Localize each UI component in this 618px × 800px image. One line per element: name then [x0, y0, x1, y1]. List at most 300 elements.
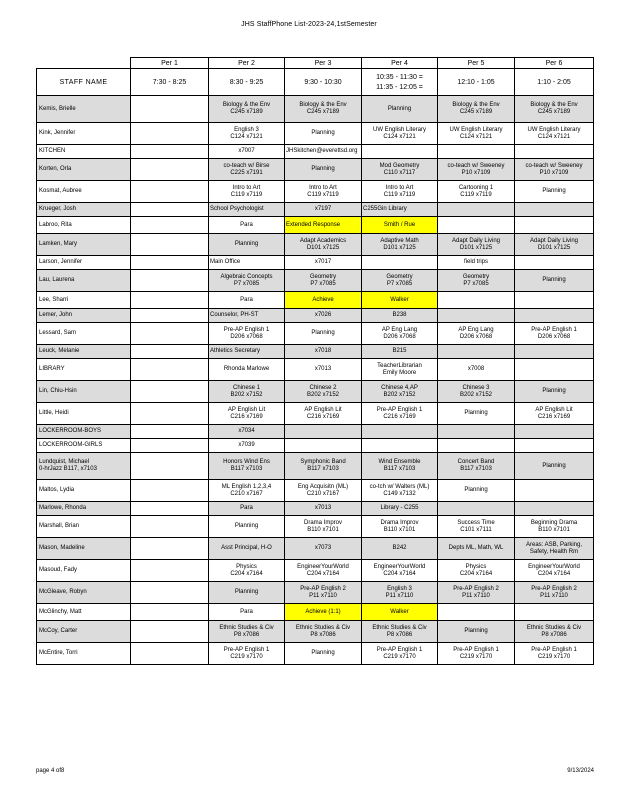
period-cell	[362, 538, 438, 560]
cell-text: B242	[392, 545, 407, 551]
cell-text: Cartooning 1	[458, 184, 494, 191]
cell-text: Intro to Art	[232, 184, 261, 191]
cell-text: Mod Geometry	[379, 162, 420, 169]
period-cell	[438, 453, 515, 480]
period-cell	[438, 323, 515, 345]
period-cell	[362, 123, 438, 145]
staff-row	[37, 381, 594, 403]
cell-text: B117 x7103	[307, 466, 339, 472]
staff-row	[37, 203, 594, 217]
cell-text: C245 x7189	[459, 109, 493, 115]
staff-name	[37, 145, 131, 159]
cell-text: C219 x7170	[537, 653, 571, 660]
cell-text: C204 x7164	[230, 570, 263, 577]
staff-name	[37, 270, 131, 292]
staff-name-text: KITCHEN	[39, 148, 66, 154]
cell-text: B117 x7103	[383, 466, 416, 472]
cell-text: Intro to Art	[309, 184, 337, 191]
cell-text: Planning	[542, 388, 566, 394]
staff-name-text: 0-hrJazz B117, x7103	[39, 466, 97, 472]
period-cell	[515, 96, 594, 123]
cell-text: B202 x7152	[383, 391, 416, 398]
cell-text: AP English Lit	[227, 406, 266, 413]
cell-text: D101 x7125	[459, 244, 493, 251]
staff-name-text: Lessard, Sam	[39, 330, 77, 336]
period-cell	[285, 403, 362, 425]
staff-name	[37, 203, 131, 217]
period-cell	[438, 381, 515, 403]
zero-hour-cell	[131, 181, 209, 203]
cell-text: English 3	[234, 126, 259, 133]
period-time	[209, 69, 285, 96]
cell-text: Geometry	[386, 273, 413, 280]
staff-name-text: Lau, Laurena	[39, 277, 75, 283]
period-cell	[515, 309, 594, 323]
cell-text: B202 x7152	[306, 391, 340, 398]
cell-text: Pre-AP English 1	[223, 326, 270, 333]
period-cell	[515, 538, 594, 560]
staff-name	[37, 643, 131, 665]
staff-name-text: LIBRARY	[39, 366, 65, 372]
cell-text: UW English Literary	[527, 126, 581, 133]
staff-name-text: McGlinchy, Matt	[39, 608, 82, 615]
cell-text: Para	[240, 221, 253, 228]
cell-text: field trips	[463, 259, 488, 265]
cell-text: School Psychologist	[210, 206, 264, 212]
cell-text: AP English Lit	[304, 406, 342, 413]
staff-row	[37, 582, 594, 604]
cell-text: Para	[240, 296, 253, 303]
period-cell	[438, 270, 515, 292]
period-cell	[515, 560, 594, 582]
cell-text: x7039	[238, 442, 255, 448]
period-cell	[285, 270, 362, 292]
cell-text: Biology & the Env	[452, 102, 500, 108]
staff-name	[37, 256, 131, 270]
cell-text: D206 x7068	[383, 333, 416, 340]
staff-name-text: Lamken, Mary	[39, 241, 78, 247]
period-cell	[362, 159, 438, 181]
period-cell	[285, 582, 362, 604]
period-cell	[362, 145, 438, 159]
zero-hour-cell	[131, 582, 209, 604]
period-time	[131, 69, 209, 96]
period-cell	[515, 516, 594, 538]
staff-name-text: Leuck, Melanie	[39, 348, 80, 354]
cell-text: Concert Band	[457, 459, 495, 465]
staff-row	[37, 323, 594, 345]
period-cell	[438, 582, 515, 604]
period-cell	[209, 516, 285, 538]
period-cell	[209, 453, 285, 480]
staff-row	[37, 123, 594, 145]
period-cell	[362, 359, 438, 381]
period-cell	[362, 96, 438, 123]
zero-hour-cell	[131, 123, 209, 145]
staff-row	[37, 345, 594, 359]
time-text: 1:10 - 2:05	[537, 78, 571, 86]
period-cell	[515, 621, 594, 643]
period-cell	[515, 502, 594, 516]
cell-text: P11 x7110	[309, 592, 337, 599]
cell-text: Chinese 4,AP	[381, 384, 418, 391]
period-cell	[438, 145, 515, 159]
staff-name-text: Maltos, Lydia	[39, 487, 75, 493]
staff-row	[37, 181, 594, 203]
cell-text: x7034	[238, 428, 255, 434]
period-cell	[362, 439, 438, 453]
cell-text: Symphonic Band	[300, 459, 346, 465]
period-cell	[515, 270, 594, 292]
cell-text: P10 x7109	[461, 169, 491, 176]
period-cell	[285, 234, 362, 256]
zero-hour-cell	[131, 425, 209, 439]
period-time	[515, 69, 594, 96]
period-cell	[515, 403, 594, 425]
cell-text: x7197	[314, 206, 332, 212]
zero-hour-cell	[131, 453, 209, 480]
staff-row	[37, 604, 594, 621]
staff-name-text: Larson, Jennifer	[39, 259, 83, 265]
period-time	[362, 69, 438, 96]
cell-text: Emily Moore	[382, 369, 417, 376]
period-cell	[438, 123, 515, 145]
staff-row	[37, 502, 594, 516]
staff-row	[37, 439, 594, 453]
cell-text: Chinese 1	[232, 384, 261, 391]
cell-text: C219 x7170	[459, 653, 493, 660]
cell-text: Drama Improv	[380, 519, 419, 526]
cell-text: EngineerYourWorld	[373, 563, 426, 570]
period-cell	[209, 309, 285, 323]
cell-text: English 3	[387, 585, 412, 592]
period-cell	[285, 309, 362, 323]
cell-text: AP English Lit	[535, 406, 573, 413]
staff-row	[37, 145, 594, 159]
period-cell	[438, 502, 515, 516]
cell-text: Biology & the Env	[222, 102, 271, 108]
staff-name	[37, 453, 131, 480]
staff-name-text: LOCKERROOM-BOYS	[39, 428, 102, 434]
cell-text: P8 x7086	[541, 631, 567, 638]
period-cell	[438, 181, 515, 203]
time-text: 12:10 - 1:05	[457, 78, 495, 86]
period-cell	[362, 480, 438, 502]
cell-text: Drama Improv	[303, 519, 342, 526]
cell-text: C216 x7169	[306, 413, 340, 420]
cell-text: P10 x7109	[539, 169, 569, 176]
cell-text: Algebraic Concepts	[220, 273, 273, 280]
cell-text: Planning	[311, 650, 335, 656]
cell-text: D206 x7068	[230, 333, 263, 340]
period-cell	[515, 181, 594, 203]
period-cell	[515, 145, 594, 159]
staff-schedule-table	[36, 57, 594, 665]
period-cell	[285, 292, 362, 309]
period-cell	[285, 538, 362, 560]
period-cell	[285, 96, 362, 123]
staff-row	[37, 453, 594, 480]
zero-hour-cell	[131, 323, 209, 345]
cell-text: P7 x7085	[310, 280, 336, 287]
period-cell	[515, 425, 594, 439]
cell-text: Physics	[465, 563, 487, 570]
cell-text: C219 x7170	[383, 653, 416, 660]
period-cell	[362, 181, 438, 203]
staff-name	[37, 425, 131, 439]
zero-hour-cell	[131, 403, 209, 425]
cell-text: Success Time	[457, 519, 495, 526]
period-cell	[362, 270, 438, 292]
cell-text: x7013	[314, 505, 332, 511]
period-cell	[515, 217, 594, 234]
period-cell	[438, 309, 515, 323]
zero-hour-cell	[131, 145, 209, 159]
period-cell	[285, 516, 362, 538]
cell-text: AP Eng Lang	[381, 326, 418, 333]
period-cell	[515, 439, 594, 453]
staff-name-text: McGleave, Robyn	[39, 589, 87, 595]
staff-name-text: Korten, Orla	[39, 166, 72, 172]
period-cell	[209, 145, 285, 159]
period-cell	[285, 323, 362, 345]
period-cell	[438, 345, 515, 359]
staff-row	[37, 538, 594, 560]
period-cell	[515, 345, 594, 359]
cell-text: co-teach w/ Birse	[223, 162, 270, 169]
period-cell	[362, 582, 438, 604]
staff-row	[37, 159, 594, 181]
period-cell	[209, 96, 285, 123]
period-cell	[285, 159, 362, 181]
period-cell	[362, 643, 438, 665]
cell-text: Ethnic Studies & Civ	[526, 624, 582, 631]
cell-text: Pre-AP English 1	[376, 646, 423, 653]
period-cell	[285, 217, 362, 234]
period-cell	[362, 403, 438, 425]
period-cell	[362, 516, 438, 538]
period-cell	[209, 582, 285, 604]
staff-name-text: Marshall, Brian	[39, 523, 80, 529]
staff-name	[37, 538, 131, 560]
time-text: 7:30 - 8:25	[152, 78, 187, 86]
cell-text: Adapt Daily Living	[529, 237, 579, 244]
zero-hour-cell	[131, 345, 209, 359]
period-cell	[209, 181, 285, 203]
zero-hour-cell	[131, 256, 209, 270]
period-cell	[515, 582, 594, 604]
cell-text: B117 x7103	[460, 466, 492, 472]
cell-text: Adaptive Math	[380, 237, 419, 244]
cell-text: Main Office	[210, 259, 241, 265]
staff-name-text: Lin, Chiu-Hsin	[39, 388, 77, 394]
cell-text: P7 x7085	[233, 280, 260, 287]
cell-text: C225 x7191	[230, 169, 263, 176]
period-cell	[438, 203, 515, 217]
blank-corner	[37, 58, 131, 69]
cell-text: AP Eng Lang	[458, 326, 494, 333]
cell-text: Geometry	[462, 273, 490, 280]
cell-text: Planning	[311, 166, 335, 172]
period-cell	[209, 159, 285, 181]
cell-text: Asst Principal, H-O	[221, 545, 272, 551]
period-cell	[515, 381, 594, 403]
cell-text: Planning	[464, 628, 488, 634]
period-cell	[362, 217, 438, 234]
period-cell	[209, 359, 285, 381]
period-cell	[285, 453, 362, 480]
cell-text: P11 x7110	[385, 592, 414, 599]
cell-text: EngineerYourWorld	[528, 563, 580, 570]
cell-text: Planning	[542, 462, 566, 469]
staff-name	[37, 96, 131, 123]
cell-text: Eng Acquisitn (ML)	[297, 483, 349, 490]
time-text: 8:30 - 9:25	[229, 78, 264, 86]
staff-row	[37, 270, 594, 292]
staff-name	[37, 582, 131, 604]
period-cell	[362, 604, 438, 621]
time-header-row	[37, 69, 594, 96]
cell-text: P11 x7110	[462, 592, 490, 599]
cell-text: Athletics Secretary	[210, 348, 261, 354]
staff-name-text: Lee, Sharri	[39, 296, 69, 303]
time-text: 11:35 - 12:05 =	[376, 83, 423, 91]
cell-text: Planning	[542, 188, 566, 194]
period-cell	[285, 502, 362, 516]
cell-text: x7018	[314, 348, 332, 354]
cell-text: C245 x7189	[230, 109, 263, 115]
cell-text: C204 x7164	[306, 570, 340, 577]
staff-name	[37, 359, 131, 381]
cell-text: Extended Response	[286, 221, 341, 228]
staff-name	[37, 560, 131, 582]
staff-row	[37, 217, 594, 234]
cell-text: co-teach w/ Sweeney	[525, 162, 583, 169]
staff-row	[37, 621, 594, 643]
period-cell	[209, 292, 285, 309]
period-cell	[209, 270, 285, 292]
zero-hour-cell	[131, 234, 209, 256]
period-cell	[438, 217, 515, 234]
time-text: 9:30 - 10:30	[304, 78, 342, 86]
period-cell	[209, 560, 285, 582]
period-cell	[209, 425, 285, 439]
staff-name-text: Krueger, Josh	[39, 206, 77, 212]
cell-text: B202 x7152	[459, 391, 493, 398]
period-cell	[209, 381, 285, 403]
staff-name	[37, 516, 131, 538]
period-cell	[438, 292, 515, 309]
period-cell	[515, 359, 594, 381]
staff-name-text: Lundquist, Michael	[39, 459, 90, 465]
cell-text: ML English 1,2,3,4	[221, 483, 272, 490]
cell-text: C149 x7132	[383, 490, 416, 497]
cell-text: C119 x7119	[460, 191, 492, 198]
period-cell	[209, 345, 285, 359]
cell-text: Walker	[390, 608, 409, 615]
period-cell	[285, 621, 362, 643]
staff-name	[37, 217, 131, 234]
period-cell	[362, 234, 438, 256]
staff-name-text: McEntire, Torri	[39, 650, 78, 656]
zero-hour-cell	[131, 159, 209, 181]
cell-text: C204 x7164	[537, 570, 571, 577]
period-cell	[362, 323, 438, 345]
staff-name	[37, 502, 131, 516]
zero-hour-cell	[131, 217, 209, 234]
period-cell	[362, 381, 438, 403]
cell-text: D101 x7125	[306, 244, 340, 251]
staff-name	[37, 403, 131, 425]
zero-hour-cell	[131, 516, 209, 538]
period-cell	[515, 234, 594, 256]
cell-text: Ethnic Studies & Civ	[372, 624, 427, 631]
period-cell	[438, 621, 515, 643]
zero-hour-cell	[131, 439, 209, 453]
cell-text: B215	[392, 348, 407, 354]
period-label: Per 1	[131, 58, 209, 69]
period-cell	[209, 323, 285, 345]
period-cell	[515, 256, 594, 270]
staff-name-text: Little, Heidi	[39, 410, 69, 416]
staff-name-text: LOCKERROOM-GIRLS	[39, 442, 103, 448]
zero-hour-cell	[131, 203, 209, 217]
cell-text: B238	[392, 312, 407, 318]
period-cell	[209, 123, 285, 145]
period-cell	[515, 604, 594, 621]
cell-text: Geometry	[309, 273, 337, 280]
period-cell	[515, 292, 594, 309]
cell-text: UW English Literary	[372, 126, 426, 133]
cell-text: Biology & the Env	[299, 102, 347, 108]
staff-row	[37, 256, 594, 270]
cell-text: Pre-AP English 1	[376, 406, 423, 413]
staff-name-text: Kosmat, Aubree	[39, 188, 82, 194]
period-cell	[438, 159, 515, 181]
cell-text: Pre-AP English 1	[223, 646, 270, 653]
period-cell	[438, 516, 515, 538]
period-cell	[209, 643, 285, 665]
cell-text: Physics	[236, 563, 257, 570]
cell-text: Rhonda Marlowe	[223, 366, 270, 372]
cell-text: Pre-AP English 1	[453, 646, 499, 653]
period-cell	[438, 234, 515, 256]
cell-text: C101 x7111	[460, 526, 492, 533]
period-cell	[438, 560, 515, 582]
period-cell	[362, 560, 438, 582]
cell-text: Para	[240, 505, 253, 511]
period-cell	[438, 359, 515, 381]
cell-text: Planning	[234, 589, 259, 595]
cell-text: co-teach w/ Sweeney	[447, 162, 505, 169]
cell-text: Pre-AP English 1	[531, 326, 577, 333]
cell-text: Biology & the Env	[530, 102, 578, 108]
period-cell	[209, 480, 285, 502]
cell-text: Ethnic Studies & Civ	[295, 624, 351, 631]
cell-text: Planning	[311, 330, 335, 336]
cell-text: Walker	[390, 296, 409, 303]
period-cell	[362, 621, 438, 643]
staff-row	[37, 292, 594, 309]
period-cell	[285, 439, 362, 453]
cell-text: Safety, Health Rm	[529, 548, 579, 555]
staff-name-text: Labroo, Rita	[39, 221, 72, 228]
cell-text: C124 x7121	[537, 133, 571, 140]
cell-text: Library - C255	[380, 505, 419, 511]
period-cell	[285, 203, 362, 217]
cell-text: Depts ML, Math, WL	[448, 545, 504, 551]
zero-hour-cell	[131, 621, 209, 643]
